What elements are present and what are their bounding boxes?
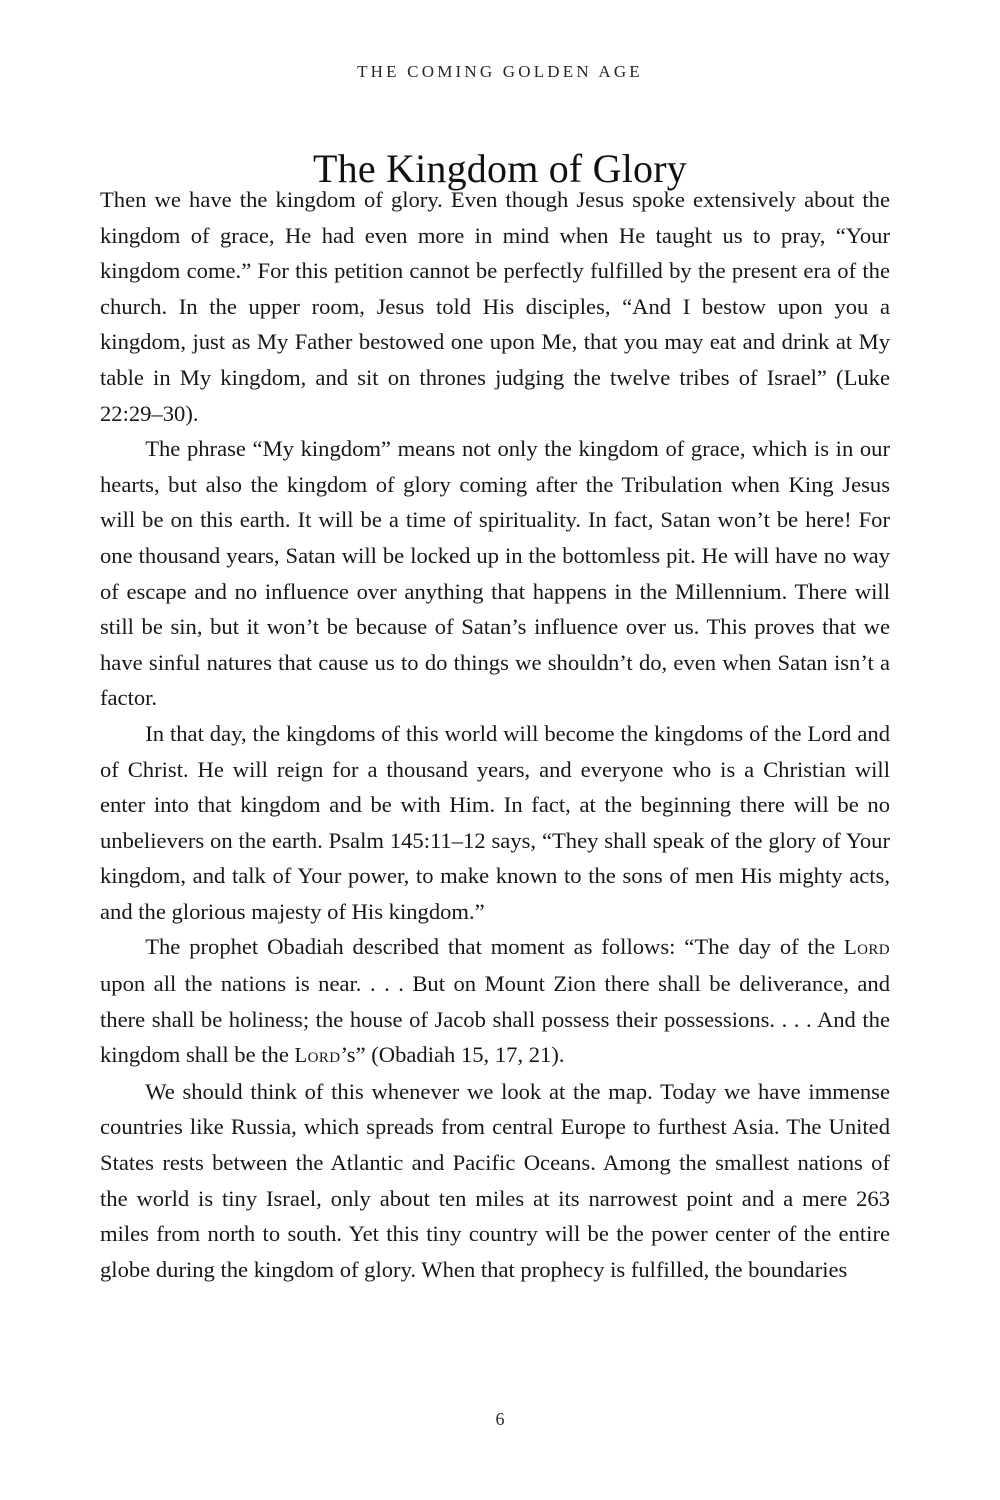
text-run: We should think of this whenever we look at the map. Today we have immense countries like Russia, which spreads from central Europe to furthest Asia. The United States rests between the Atlantic and Pacific Oceans. Among the smallest nations of the world is tiny Israel, only about ten miles at its narrowest point and a mere 263 miles from north to south. Yet this tiny country will be the power center of the entire globe during the kingdom of glory. When that prophecy is fulfilled, the boundaries bbox=[100, 1078, 890, 1282]
paragraph bbox=[100, 1074, 890, 1288]
divine-name-smallcaps: Lord bbox=[294, 1044, 341, 1068]
divine-name-smallcaps: Lord bbox=[844, 936, 890, 960]
text-run: The prophet Obadiah described that moment as follows: “The day of the bbox=[145, 934, 845, 960]
page-number: 6 bbox=[495, 1409, 505, 1429]
running-head: THE COMING GOLDEN AGE bbox=[357, 62, 643, 81]
text-run: In that day, the kingdoms of this world will become the kingdoms of the Lord and of Christ. He will reign for a thousand years, and everyone who is a Christian will enter into that kingdom and be with Him. In fact, at the beginning there will be no unbelievers on the earth. Psalm 145:11–12 says, “They shall speak of the glory of Your kingdom, and talk of Your power, to make known to the sons of men His mighty acts, and the glorious majesty of His kingdom.” bbox=[100, 720, 890, 924]
paragraph bbox=[100, 716, 890, 930]
text-run: upon all the nations is near. . . . But on Mount Zion there shall be deliverance, and there shall be holiness; the house of Jacob shall possess their possessions. . . . And the kingdom shall be the bbox=[100, 971, 890, 1068]
paragraph bbox=[100, 431, 890, 716]
paragraph bbox=[100, 182, 890, 431]
page-title: The Kingdom of Glory bbox=[313, 145, 687, 191]
text-run: The phrase “My kingdom” means not only the kingdom of grace, which is in our hearts, but also the kingdom of glory coming after the Tribulation when King Jesus will be on this earth. It will be a time of spirituality. In fact, Satan won’t be here! For one thousand years, Satan will be locked up in the bottomless pit. He will have no way of escape and no influence over anything that happens in the Millennium. There will still be sin, but it won’t be because of Satan’s influence over us. This proves that we have sinful natures that cause us to do things we shouldn’t do, even when Satan isn’t a factor. bbox=[100, 436, 890, 711]
paragraph bbox=[100, 929, 890, 1073]
text-run: Then we have the kingdom of glory. Even though Jesus spoke extensively about the kingdom of grace, He had even more in mind when He taught us to pray, “Your kingdom come.” For this petition cannot be perfectly fulfilled by the present era of the church. In the upper room, Jesus told His disciples, “And I bestow upon you a kingdom, just as My Father bestowed one upon Me, that you may eat and drink at My table in My kingdom, and sit on thrones judging the twelve tribes of Israel” (Luke 22:29–30). bbox=[100, 187, 890, 426]
text-run: ’s” (Obadiah 15, 17, 21). bbox=[340, 1042, 565, 1068]
body-text bbox=[100, 182, 890, 1287]
